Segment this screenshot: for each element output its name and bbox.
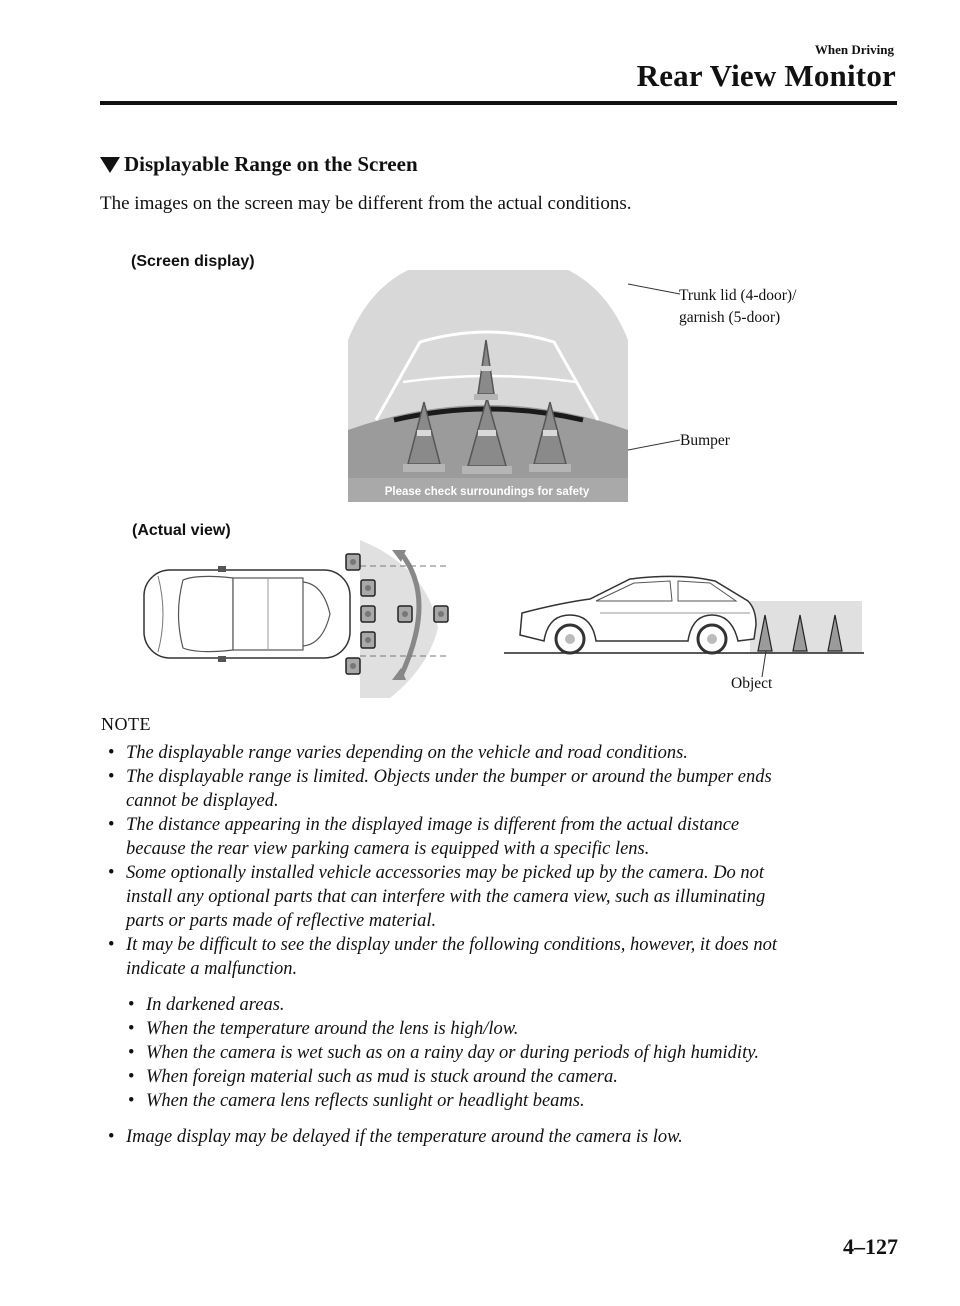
note-text: The displayable range is limited. Objects under the bumper or around the bumper ends	[126, 767, 772, 787]
note-sub-item	[100, 993, 890, 1017]
header-section: When Driving	[814, 42, 894, 57]
spacer	[100, 981, 890, 993]
note-item	[100, 1125, 890, 1149]
note-text: parts or parts made of reflective material.	[126, 911, 437, 931]
callout-trunk-line2: garnish (5-door)	[679, 309, 781, 326]
bullet: •	[108, 1127, 115, 1147]
note-sub-text: When the camera lens reflects sunlight or headlight beams.	[146, 1091, 585, 1111]
callout-bumper: Bumper	[680, 432, 730, 449]
header-title: Rear View Monitor	[636, 58, 896, 93]
spacer	[100, 1113, 890, 1125]
callout-trunk-lid	[679, 285, 796, 329]
bullet: •	[128, 1091, 135, 1111]
header-rule	[100, 101, 897, 105]
callout-trunk-line1: Trunk lid (4-door)/	[679, 287, 797, 304]
screen-display-label: (Screen display)	[131, 253, 255, 270]
screen-caption: Please check surroundings for safety	[384, 486, 590, 498]
note-sub-item	[100, 1089, 890, 1113]
note-sub-item	[100, 1017, 890, 1041]
top-view-illustration	[138, 528, 458, 703]
note-text: It may be difficult to see the display under the following conditions, however, it does not	[126, 935, 778, 955]
section-title	[100, 152, 418, 177]
note-text: cannot be displayed.	[126, 791, 279, 811]
note-text: The displayable range varies depending on the vehicle and road conditions.	[126, 743, 688, 763]
page-number: 4–127	[843, 1234, 898, 1259]
note-sub-text: When the temperature around the lens is high/low.	[146, 1019, 519, 1039]
note-text: install any optional parts that can interfere with the camera view, such as illuminating	[126, 887, 766, 907]
note-sub-item	[100, 1041, 890, 1065]
note-title: NOTE	[101, 714, 151, 734]
note-list	[100, 741, 890, 1149]
bullet: •	[108, 767, 115, 787]
bullet: •	[128, 1067, 135, 1087]
triangle-marker-icon	[100, 157, 120, 173]
actual-view-label: (Actual view)	[132, 522, 231, 539]
note-sub-text: When the camera is wet such as on a rainy day or during periods of high humidity.	[146, 1043, 760, 1063]
note-sub-item	[100, 1065, 890, 1089]
bullet: •	[128, 995, 135, 1015]
note-item	[100, 861, 890, 933]
note-item	[100, 813, 890, 861]
bullet: •	[128, 1019, 135, 1039]
section-title-text: Displayable Range on the Screen	[124, 152, 418, 176]
note-text: because the rear view parking camera is equipped with a specific lens.	[126, 839, 650, 859]
bullet: •	[108, 743, 115, 763]
bullet: •	[108, 863, 115, 883]
bullet: •	[108, 815, 115, 835]
note-text: Image display may be delayed if the temperature around the camera is low.	[126, 1127, 683, 1147]
callout-object: Object	[731, 675, 773, 692]
side-view-illustration	[500, 565, 870, 690]
bullet: •	[128, 1043, 135, 1063]
note-text: Some optionally installed vehicle accessories may be picked up by the camera. Do not	[126, 863, 765, 883]
note-item	[100, 765, 890, 813]
note-sub-text: When foreign material such as mud is stuck around the camera.	[146, 1067, 618, 1087]
note-item	[100, 933, 890, 981]
intro-text: The images on the screen may be different from the actual conditions.	[100, 193, 632, 214]
callout-lines	[620, 280, 684, 460]
screen-display-illustration	[348, 270, 630, 504]
note-item	[100, 741, 890, 765]
note-text: The distance appearing in the displayed image is different from the actual distance	[126, 815, 740, 835]
note-sub-text: In darkened areas.	[146, 995, 285, 1015]
bullet: •	[108, 935, 115, 955]
note-text: indicate a malfunction.	[126, 959, 298, 979]
